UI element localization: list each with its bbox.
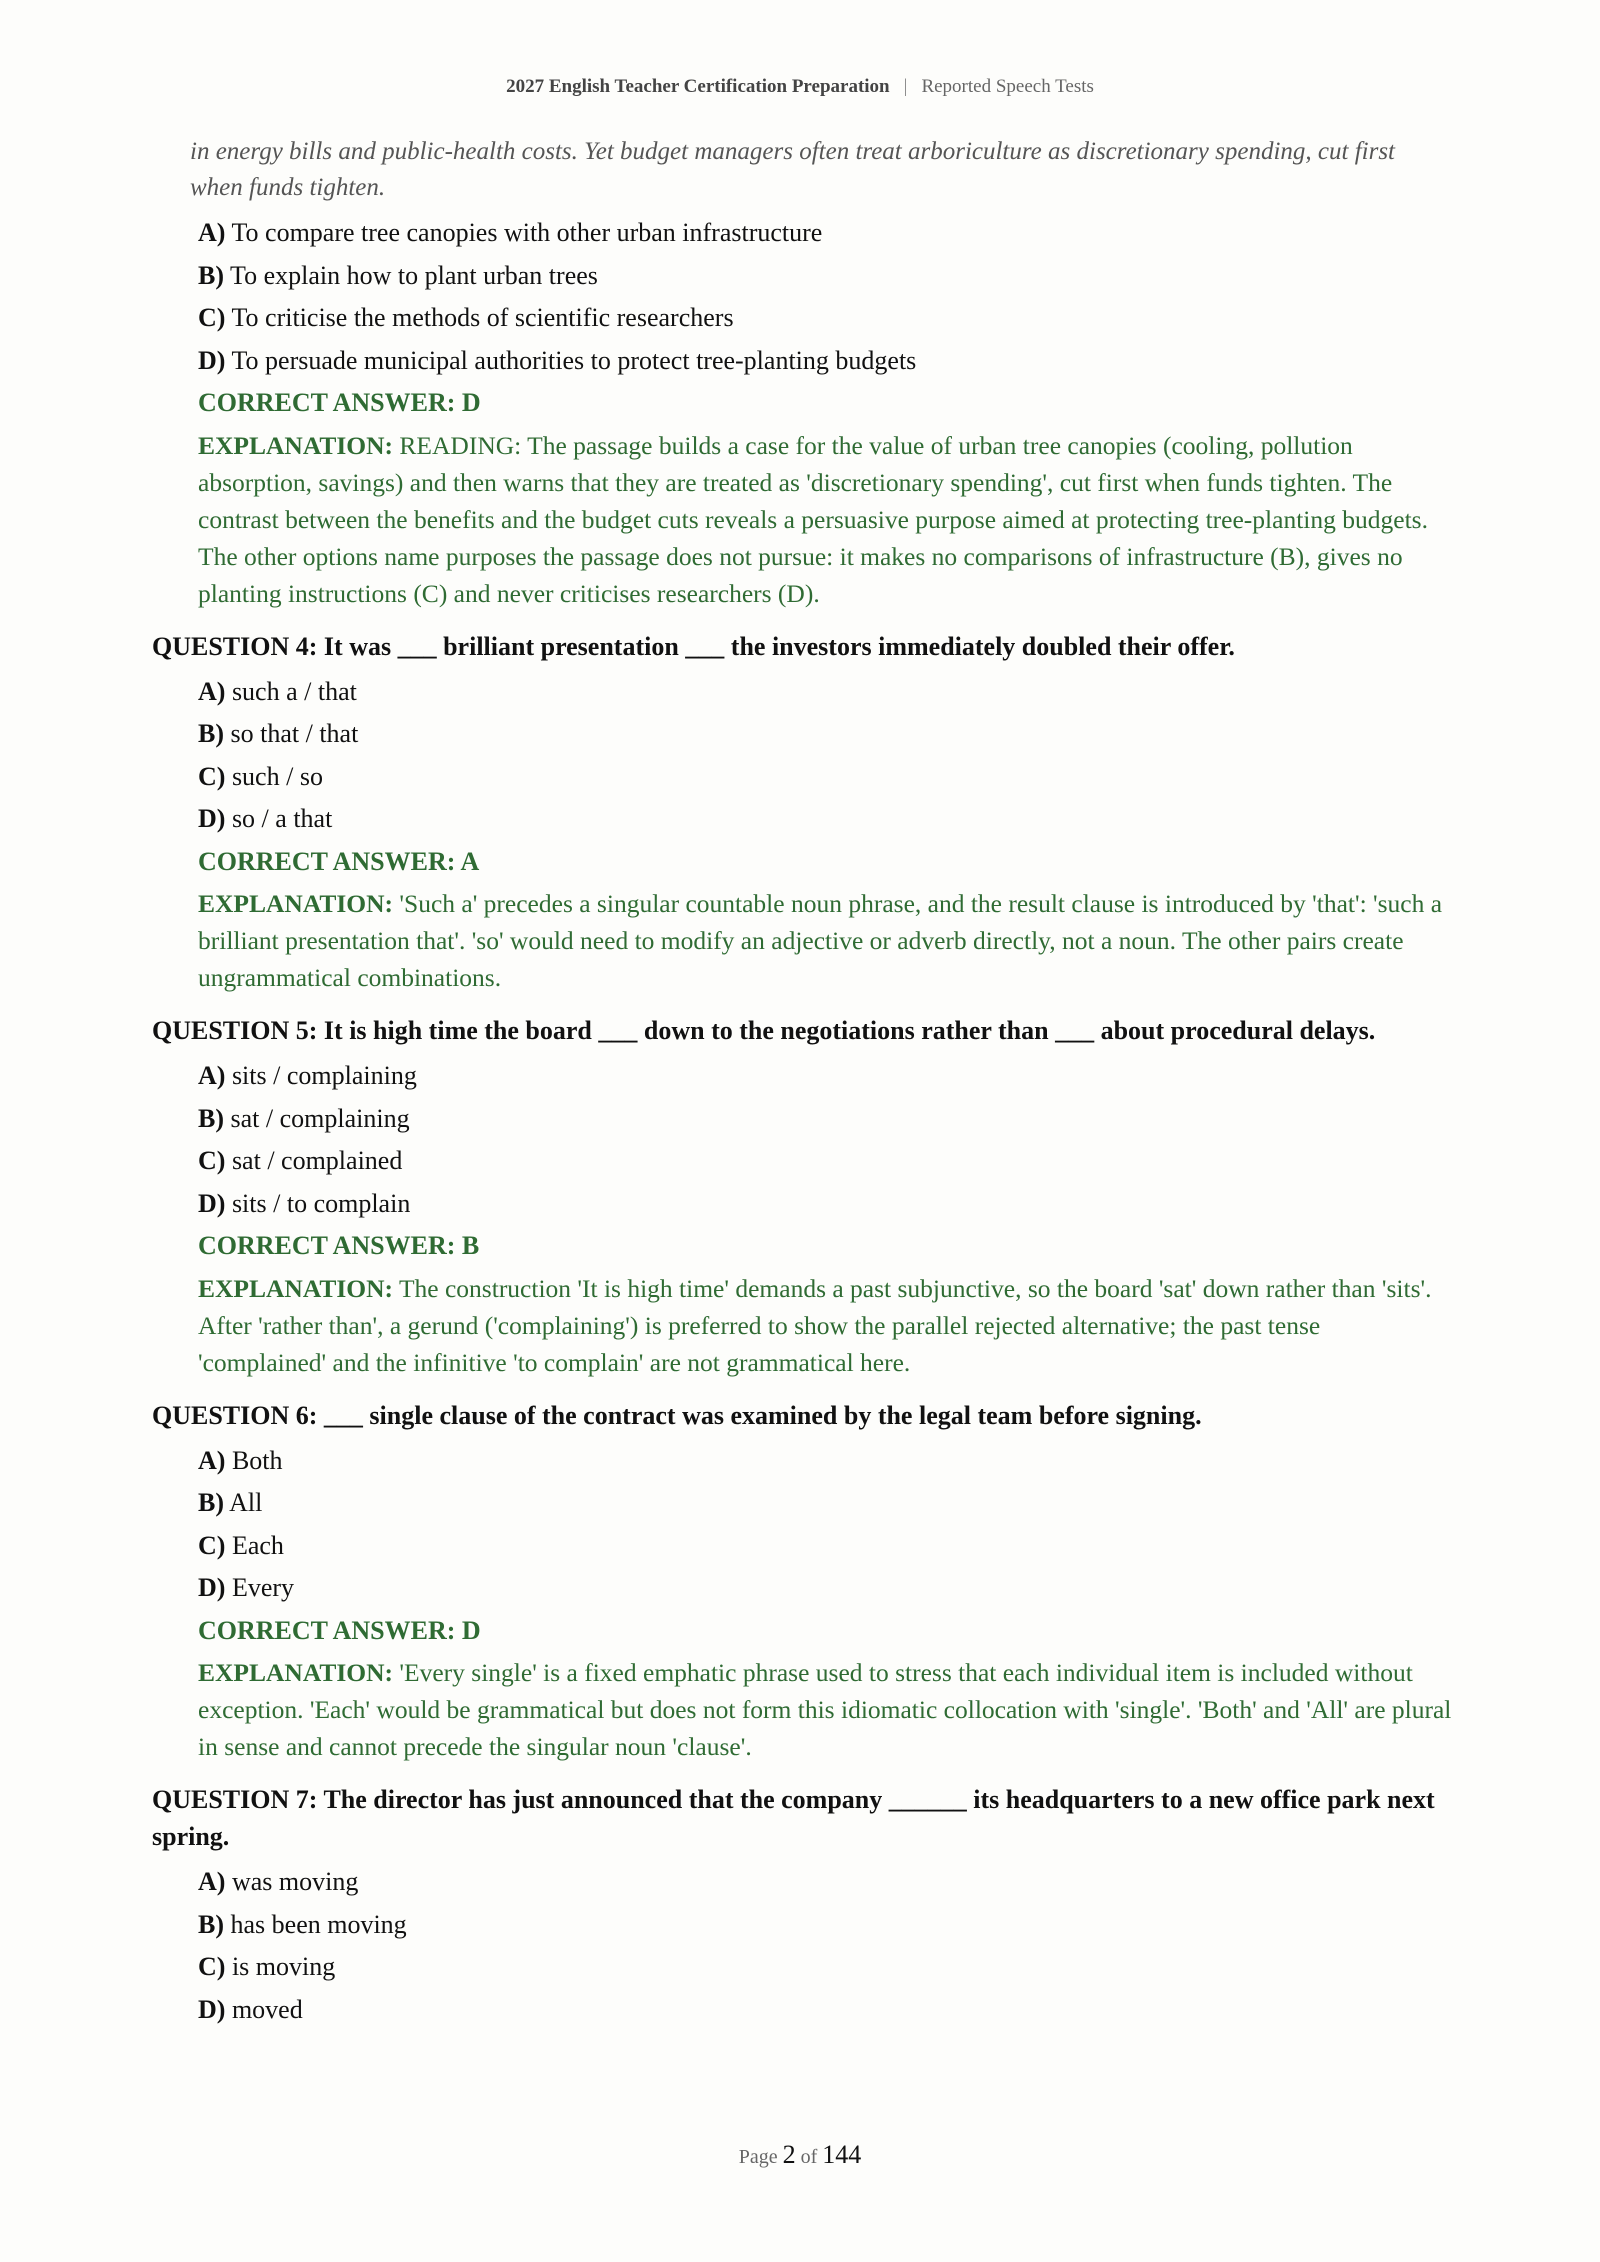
q6-explanation — [198, 1654, 1452, 1765]
option-text: sat / complaining — [230, 1103, 410, 1133]
question-5-block — [152, 1012, 1452, 1381]
option-letter: A) — [198, 1867, 226, 1896]
option-letter: C) — [198, 1952, 226, 1981]
option-text: was moving — [231, 1867, 359, 1896]
option-letter: B) — [198, 1103, 224, 1133]
explanation-label: EXPLANATION: — [198, 1658, 394, 1687]
footer-of-word: of — [800, 2146, 818, 2168]
option-letter: D) — [198, 345, 226, 375]
explanation-label: EXPLANATION: — [198, 889, 394, 918]
option-text: sits / complaining — [231, 1061, 417, 1090]
q4-option-a — [198, 671, 1452, 714]
option-letter: A) — [198, 1061, 226, 1090]
reading-passage-tail: in energy bills and public-health costs. Yet budget managers often treat arboriculture as discretionary spending, cut first when funds tighten. — [190, 138, 1395, 201]
q6-correct-answer: CORRECT ANSWER: D — [198, 1615, 481, 1645]
q3-explanation — [198, 427, 1452, 612]
option-letter: C) — [198, 1146, 226, 1175]
q4-option-b — [198, 713, 1452, 756]
header-subtitle: Reported Speech Tests — [921, 76, 1094, 97]
explanation-label: EXPLANATION: — [198, 1273, 394, 1303]
option-text: To compare tree canopies with other urban infrastructure — [231, 218, 823, 247]
option-text: To criticise the methods of scientific researchers — [231, 303, 734, 332]
option-letter: C) — [198, 303, 226, 332]
q7-option-d — [198, 1989, 1452, 2032]
explanation-text: 'Every single' is a fixed emphatic phrase used to stress that each individual item is included without exception. 'Each' would be grammatical but does not form this idiomatic collocation with 'single'. 'Both' and 'All' are plural in sense and cannot precede the singular noun 'clause'. — [198, 1658, 1452, 1761]
q6-option-c — [198, 1525, 1452, 1568]
q7-option-c — [198, 1946, 1452, 1989]
option-letter: D) — [198, 804, 226, 833]
option-text: such a / that — [231, 676, 357, 706]
page-footer — [0, 2140, 1600, 2170]
option-letter: C) — [198, 761, 226, 791]
question-6-block — [152, 1397, 1452, 1766]
q5-option-a — [198, 1055, 1452, 1098]
q7-option-a — [198, 1861, 1452, 1904]
explanation-text: READING: The passage builds a case for the value of urban tree canopies (cooling, pollution absorption, savings) and then warns that they are treated as 'discretionary spending', cut first when funds tighten. The contrast between the benefits and the budget cuts reveals a persuasive purpose aimed at protecting tree-planting budgets. The other options name purposes the passage does not pursue: it makes no comparisons of infrastructure (B), gives no planting instructions (C) and never criticises researchers (D). — [198, 430, 1428, 608]
q3-option-b — [198, 255, 1452, 298]
question-4-block — [152, 628, 1452, 997]
q5-option-b — [198, 1098, 1452, 1141]
explanation-text: The construction 'It is high time' demands a past subjunctive, so the board 'sat' down rather than 'sits'. After 'rather than', a gerund ('complaining') is preferred to show the parallel rejected alternative; the past tense 'complained' and the infinitive 'to complain' are not grammatical here. — [198, 1273, 1432, 1377]
option-text: such / so — [231, 761, 323, 791]
footer-page-word: Page — [738, 2146, 778, 2168]
option-text: sits / to complain — [231, 1188, 411, 1218]
q5-explanation — [198, 1270, 1452, 1381]
option-letter: B) — [198, 1909, 224, 1939]
q7-question-text: QUESTION 7: The director has just announced that the company ______ its headquarters to a new office park next spring. — [152, 1785, 1435, 1851]
option-text: Every — [231, 1573, 295, 1602]
q5-question-text: QUESTION 5: It is high time the board ___ down to the negotiations rather than ___ about procedural delays. — [152, 1016, 1376, 1045]
option-letter: B) — [198, 719, 224, 748]
q6-option-a — [198, 1440, 1452, 1483]
option-text: so / a that — [231, 804, 333, 833]
option-text: All — [229, 1488, 263, 1517]
option-letter: D) — [198, 1994, 226, 2024]
q5-option-d — [198, 1183, 1452, 1226]
option-text: To explain how to plant urban trees — [230, 260, 598, 290]
option-text: is moving — [231, 1952, 336, 1981]
option-letter: B) — [198, 1488, 224, 1517]
q5-correct-answer: CORRECT ANSWER: B — [198, 1231, 480, 1260]
q3-option-a — [198, 212, 1452, 255]
header-title: 2027 English Teacher Certification Preparation — [506, 76, 890, 97]
option-text: moved — [231, 1994, 303, 2024]
option-letter: A) — [198, 218, 226, 247]
q3-option-c — [198, 297, 1452, 340]
option-letter: A) — [198, 1445, 226, 1475]
explanation-label: EXPLANATION: — [198, 430, 394, 460]
q4-correct-answer: CORRECT ANSWER: A — [198, 846, 480, 876]
option-text: has been moving — [230, 1909, 407, 1939]
option-letter: A) — [198, 676, 226, 706]
question-3-block — [152, 212, 1452, 612]
q3-correct-answer: CORRECT ANSWER: D — [198, 388, 481, 417]
option-text: Both — [231, 1445, 283, 1475]
q6-option-b — [198, 1482, 1452, 1525]
q4-option-c — [198, 756, 1452, 799]
explanation-text: 'Such a' precedes a singular countable noun phrase, and the result clause is introduced by 'that': 'such a brilliant presentation that'. 'so' would need to modify an adjective or adverb directly, not a noun. The other pairs create ungrammatical combinations. — [198, 889, 1443, 992]
q4-option-d — [198, 798, 1452, 841]
q6-question-text: QUESTION 6: ___ single clause of the contract was examined by the legal team before signing. — [152, 1400, 1202, 1430]
option-text: Each — [231, 1530, 284, 1560]
q3-option-d — [198, 340, 1452, 383]
option-text: so that / that — [230, 719, 359, 748]
question-7-block — [152, 1781, 1452, 2031]
footer-page-number: 2 — [782, 2140, 796, 2169]
header-separator: | — [903, 76, 908, 97]
option-text: To persuade municipal authorities to protect tree-planting budgets — [231, 345, 917, 375]
page-content — [152, 134, 1452, 2031]
option-letter: C) — [198, 1530, 226, 1560]
option-letter: B) — [198, 260, 224, 290]
q5-option-c — [198, 1140, 1452, 1183]
option-letter: D) — [198, 1573, 226, 1602]
option-letter: D) — [198, 1188, 226, 1218]
q4-explanation — [198, 885, 1452, 996]
q6-option-d — [198, 1567, 1452, 1610]
q4-question-text: QUESTION 4: It was ___ brilliant presentation ___ the investors immediately doubled their offer. — [152, 631, 1235, 661]
option-text: sat / complained — [231, 1146, 403, 1175]
footer-total-pages: 144 — [822, 2140, 862, 2169]
q7-option-b — [198, 1904, 1452, 1947]
page-header — [0, 76, 1600, 98]
